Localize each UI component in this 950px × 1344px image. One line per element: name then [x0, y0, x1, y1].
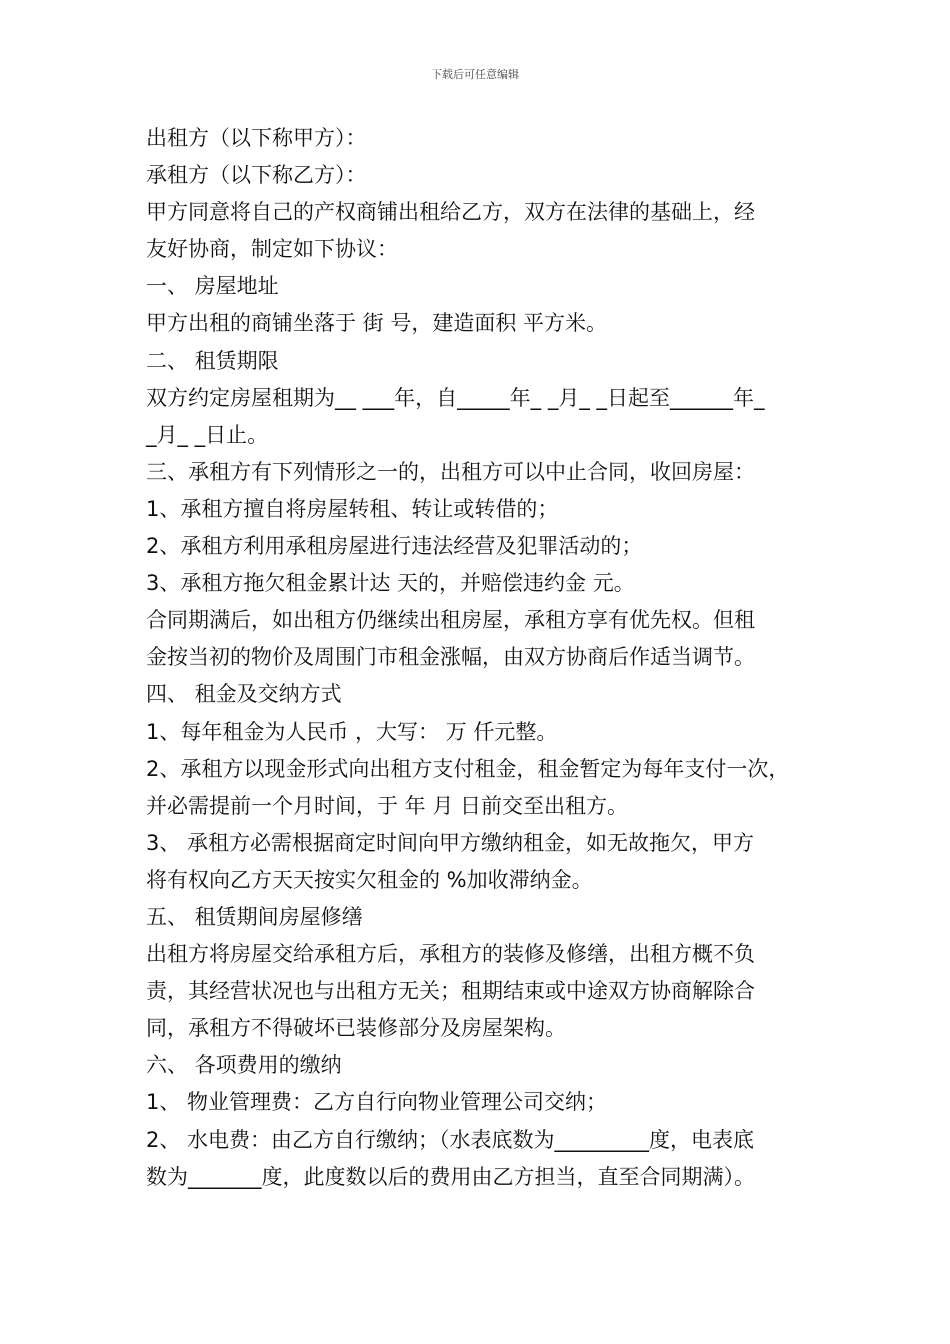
section-heading: 六、 各项费用的缴纳: [146, 1053, 342, 1078]
text-line: 甲方出租的商铺坐落于 街 号，建造面积 平方米。: [146, 311, 608, 336]
text-line: 出租方将房屋交给承租方后，承租方的装修及修缮，出租方概不负: [146, 942, 755, 967]
text-line: 双方约定房屋租期为__ ___年，自_____年_ _月_ _日起至______年_: [146, 385, 765, 410]
section-heading: 四、 租金及交纳方式: [146, 682, 342, 707]
text-line: _月_ _日止。: [146, 422, 269, 447]
text-line: 将有权向乙方天天按实欠租金的 %加收滞纳金。: [146, 867, 593, 892]
text-line: 承租方（以下称乙方）：: [146, 163, 367, 188]
text-line: 1、 物业管理费：乙方自行向物业管理公司交纳；: [146, 1090, 608, 1115]
text-line: 数为_______度，此度数以后的费用由乙方担当，直至合同期满）。: [146, 1164, 755, 1189]
text-line: 3、 承租方必需根据商定时间向甲方缴纳租金，如无故拖欠，甲方: [146, 830, 755, 855]
text-line: 责，其经营状况也与出租方无关；租期结束或中途双方协商解除合: [146, 979, 755, 1004]
text-line: 并必需提前一个月时间，于 年 月 日前交至出租方。: [146, 793, 629, 818]
section-heading: 二、 租赁期限: [146, 348, 279, 373]
page-header: 下载后可任意编辑: [431, 68, 519, 81]
section-heading: 三、承租方有下列情形之一的，出租方可以中止合同，收回房屋：: [146, 459, 755, 484]
text-line: 2、 水电费：由乙方自行缴纳；（水表底数为_________度，电表底: [146, 1127, 755, 1152]
text-line: 同，承租方不得破坏已装修部分及房屋架构。: [146, 1016, 566, 1041]
text-line: 1、承租方擅自将房屋转租、转让或转借的；: [146, 496, 559, 521]
text-line: 2、承租方利用承租房屋进行违法经营及犯罪活动的；: [146, 534, 643, 559]
text-line: 1、每年租金为人民币 ，大写： 万 仟元整。: [146, 719, 558, 744]
text-line: 3、承租方拖欠租金累计达 天的，并赔偿违约金 元。: [146, 571, 635, 596]
text-line: 金按当初的物价及周围门市租金涨幅，由双方协商后作适当调节。: [146, 645, 755, 670]
text-line: 甲方同意将自己的产权商铺出租给乙方，双方在法律的基础上，经: [146, 200, 755, 225]
text-line: 合同期满后，如出租方仍继续出租房屋，承租方享有优先权。但租: [146, 608, 755, 633]
text-line: 2、承租方以现金形式向出租方支付租金，租金暂定为每年支付一次，: [146, 756, 790, 781]
section-heading: 一、 房屋地址: [146, 274, 279, 299]
text-line: 出租方（以下称甲方）：: [146, 126, 367, 150]
text-line: 友好协商，制定如下协议：: [146, 237, 398, 262]
section-heading: 五、 租赁期间房屋修缮: [146, 904, 363, 929]
contract-body: [146, 120, 816, 1196]
